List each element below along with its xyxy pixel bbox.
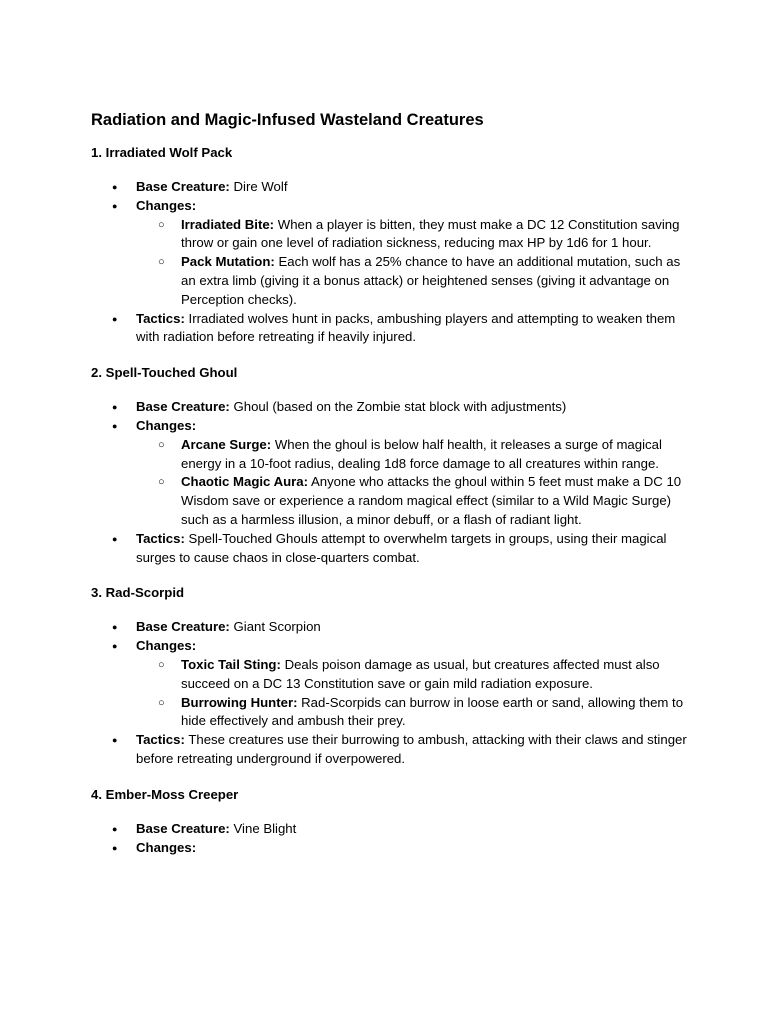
section-bullet-list [91,618,691,768]
section-bullet-list [91,820,691,858]
sub-bullet-label: Burrowing Hunter: [181,694,298,710]
section-bullet-list [91,398,691,567]
bullet-label: Changes: [136,417,197,433]
bullet-label: Base Creature: [136,179,230,194]
bullet-text: Vine Blight [233,820,297,836]
sub-bullet-label: Toxic Tail Sting: [181,656,281,672]
document-title: Radiation and Magic-Infused Wasteland Creatures [91,111,484,129]
bullet-item [136,839,691,858]
section-heading: 3. Rad-Scorpid [91,585,185,601]
sub-bullet-label: Chaotic Magic Aura: [181,474,309,490]
sections-container [91,143,691,857]
sub-bullet-text: Anyone who attacks the ghoul within 5 feet must make a DC 10 Wisdom save or experience a random magical effect (similar to a Wild Magic Surge) such as a harmless illusion, a minor debuff, or a flash of radiant light. [181,474,682,527]
sub-bullet-list [136,656,691,731]
sub-bullet-text: When a player is bitten, they must make a DC 12 Constitution saving throw or gain one level of radiation sickness, reducing max HP by 1d6 for 1 hour. [181,216,680,251]
sub-bullet-item [181,473,691,529]
bullet-item [136,197,691,310]
bullet-label: Changes: [136,839,197,855]
bullet-label: Tactics: [136,530,185,546]
sub-bullet-list [136,436,691,530]
bullet-text: Ghoul (based on the Zombie stat block with adjustments) [233,399,567,415]
bullet-label: Changes: [136,197,197,213]
sub-bullet-item [181,253,691,309]
sub-bullet-item [181,216,691,254]
bullet-item [136,820,691,839]
bullet-item [136,731,691,769]
bullet-item [136,530,691,568]
bullet-item [136,178,691,197]
bullet-label: Base Creature: [136,820,230,836]
bullet-item [136,310,691,348]
section-heading: 2. Spell-Touched Ghoul [91,365,238,381]
section-heading: 1. Irradiated Wolf Pack [91,145,233,160]
bullet-text: Irradiated wolves hunt in packs, ambushing players and attempting to weaken them with radiation before retreating if heavily injured. [136,310,676,345]
section-heading: 4. Ember-Moss Creeper [91,786,239,802]
sub-bullet-label: Pack Mutation: [181,254,275,270]
sub-bullet-text: Deals poison damage as usual, but creatures affected must also succeed on a DC 13 Constitution save or gain mild radiation exposure. [181,656,660,691]
bullet-label: Changes: [136,638,197,654]
bullet-item [136,618,691,637]
document-body [91,108,691,873]
bullet-item [136,398,691,417]
bullet-item [136,637,691,731]
bullet-label: Tactics: [136,732,185,748]
sub-bullet-item [181,436,691,474]
bullet-label: Tactics: [136,310,185,326]
bullet-label: Base Creature: [136,399,230,415]
sub-bullet-label: Arcane Surge: [181,436,272,452]
bullet-text: Spell-Touched Ghouls attempt to overwhelm targets in groups, using their magical surges to cause chaos in close-quarters combat. [136,530,667,565]
bullet-text: Giant Scorpion [233,619,321,635]
sub-bullet-text: When the ghoul is below half health, it releases a surge of magical energy in a 10-foot radius, dealing 1d8 force damage to all creatures within range. [181,436,662,471]
section-bullet-list [91,178,691,347]
sub-bullet-text: Rad-Scorpids can burrow in loose earth or sand, allowing them to hide effectively and ambush their prey. [181,694,684,729]
sub-bullet-item [181,694,691,732]
sub-bullet-text: Each wolf has a 25% chance to have an additional mutation, such as an extra limb (giving it a bonus attack) or heightened senses (giving it advantage on Perception checks). [181,254,681,307]
bullet-text: Dire Wolf [233,179,288,194]
bullet-text: These creatures use their burrowing to ambush, attacking with their claws and stinger before retreating underground if overpowered. [136,732,687,766]
sub-bullet-list [136,216,691,310]
sub-bullet-item [181,656,691,694]
bullet-item [136,417,691,530]
sub-bullet-label: Irradiated Bite: [181,216,275,232]
bullet-label: Base Creature: [136,619,230,635]
